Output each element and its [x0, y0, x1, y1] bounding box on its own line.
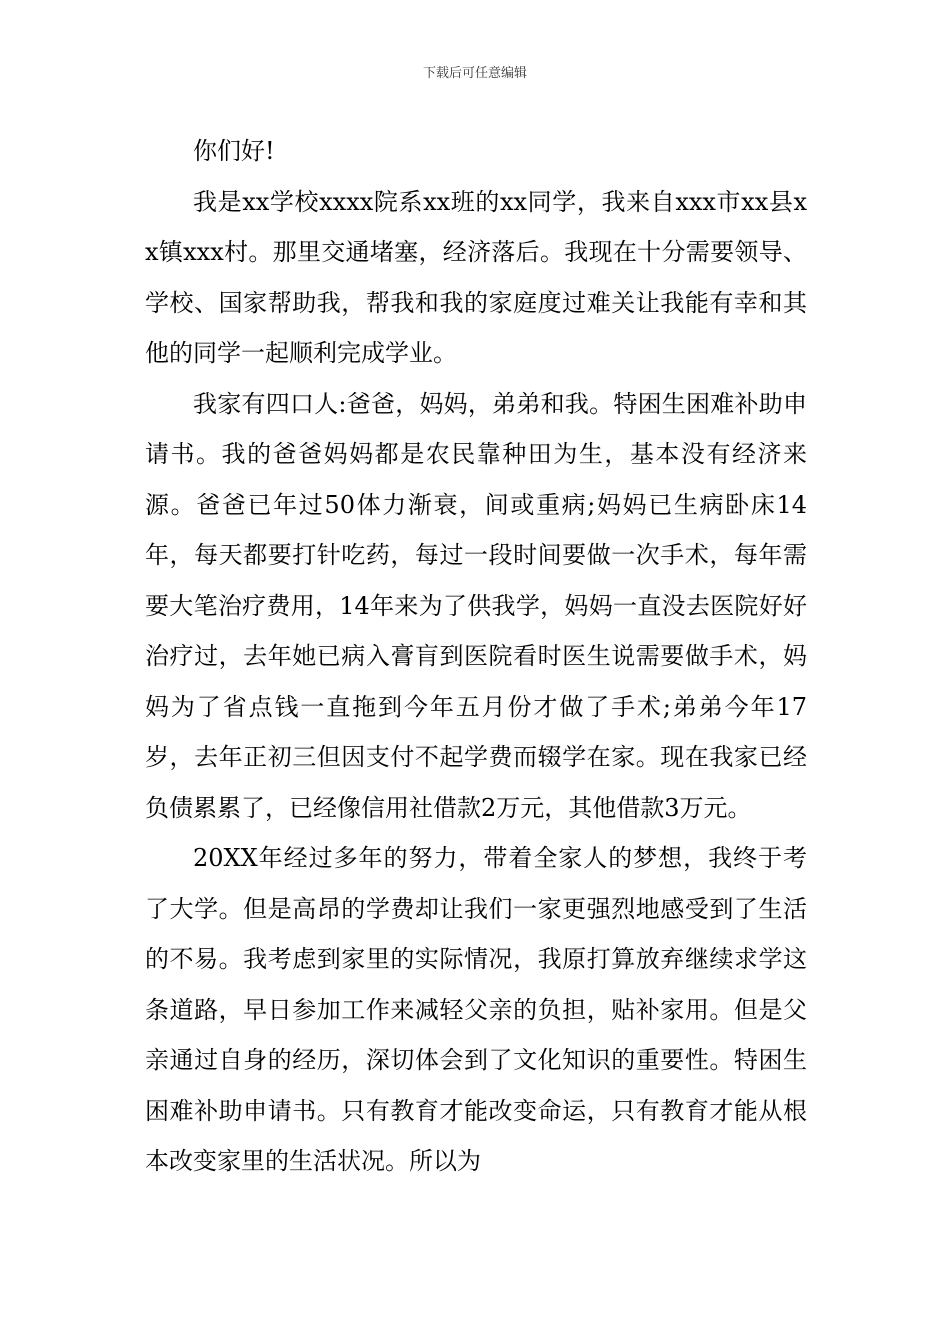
paragraph-introduction: 我是xx学校xxxx院系xx班的xx同学，我来自xxx市xx县xx镇xxx村。那里交通堵塞，经济落后。我现在十分需要领导、学校、国家帮助我，帮我和我的家庭度过难关让我能有幸和其他的同学一起顺利完成学业。: [145, 187, 807, 367]
paragraph-family-situation: 我家有四口人:爸爸，妈妈，弟弟和我。特困生困难补助申请书。我的爸爸妈妈都是农民靠种田为生，基本没有经济来源。爸爸已年过50体力渐衰，间或重病;妈妈已生病卧床14年，每天都要打针吃药，每过一段时间要做一次手术，每年需要大笔治疗费用，14年来为了供我学，妈妈一直没去医院好好治疗过，去年她已病入膏肓到医院看时医生说需要做手术，妈妈为了省点钱一直拖到今年五月份才做了手术;弟弟今年17岁，去年正初三但因支付不起学费而辍学在家。现在我家已经负债累累了，已经像信用社借款2万元，其他借款3万元。: [145, 389, 807, 822]
document-body: [145, 126, 807, 1187]
paragraph-education: 20XX年经过多年的努力，带着全家人的梦想，我终于考了大学。但是高昂的学费却让我们一家更强烈地感受到了生活的不易。我考虑到家里的实际情况，我原打算放弃继续求学这条道路，早日参加工作来减轻父亲的负担，贴补家用。但是父亲通过自身的经历，深切体会到了文化知识的重要性。特困生困难补助申请书。只有教育才能改变命运，只有教育才能从根本改变家里的生活状况。所以为: [145, 844, 807, 1175]
page-header: 下载后可任意编辑: [422, 66, 527, 81]
paragraph-greeting: 你们好!: [193, 137, 275, 165]
